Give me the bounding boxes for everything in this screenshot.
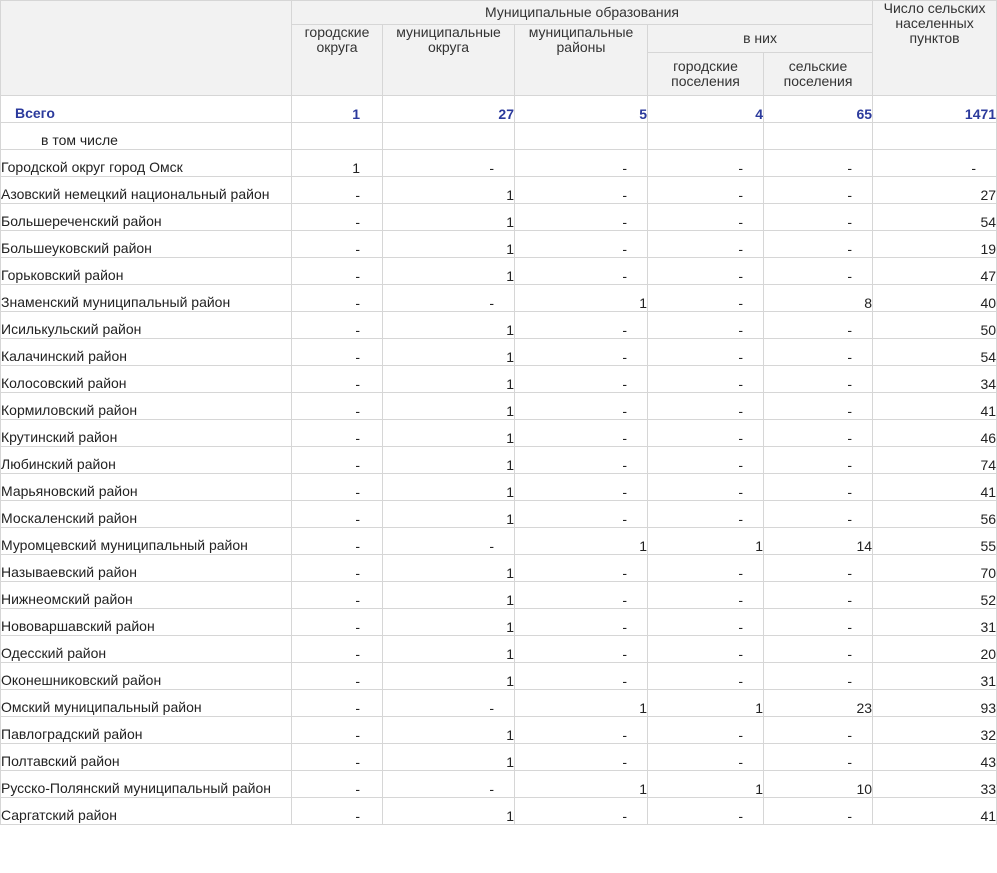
table-row <box>1 366 997 393</box>
row-value: - <box>648 582 764 609</box>
row-value: - <box>764 258 873 285</box>
row-value: - <box>648 609 764 636</box>
row-name: Азовский немецкий национальный район <box>1 177 292 204</box>
row-value: - <box>764 474 873 501</box>
row-value: - <box>292 285 383 312</box>
row-name: Калачинский район <box>1 339 292 366</box>
row-value: 74 <box>873 447 997 474</box>
row-value: - <box>764 636 873 663</box>
row-value: - <box>515 312 648 339</box>
row-value: - <box>764 420 873 447</box>
row-value: - <box>292 636 383 663</box>
empty-cell <box>764 123 873 150</box>
row-value: 41 <box>873 798 997 825</box>
row-value: 40 <box>873 285 997 312</box>
row-value: - <box>292 420 383 447</box>
row-value: 1 <box>383 663 515 690</box>
row-value: - <box>764 177 873 204</box>
row-value: - <box>515 258 648 285</box>
table-row <box>1 312 997 339</box>
row-value: - <box>648 474 764 501</box>
row-value: - <box>764 366 873 393</box>
row-value: - <box>764 150 873 177</box>
row-value: 41 <box>873 393 997 420</box>
row-value: - <box>292 339 383 366</box>
row-value: 1 <box>515 285 648 312</box>
row-value: - <box>873 150 997 177</box>
row-value: 43 <box>873 744 997 771</box>
row-value: 1 <box>383 312 515 339</box>
row-value: - <box>764 447 873 474</box>
row-value: - <box>515 609 648 636</box>
row-value: - <box>515 420 648 447</box>
row-name: Городской округ город Омск <box>1 150 292 177</box>
row-value: - <box>292 609 383 636</box>
empty-cell <box>292 123 383 150</box>
row-value: - <box>648 744 764 771</box>
row-value: - <box>292 690 383 717</box>
row-value: - <box>292 177 383 204</box>
row-value: 31 <box>873 663 997 690</box>
row-value: 20 <box>873 636 997 663</box>
header-rural-settlements: сельские поселения <box>764 53 873 96</box>
row-value: - <box>648 663 764 690</box>
row-value: - <box>292 231 383 258</box>
row-value: - <box>515 798 648 825</box>
row-value: 50 <box>873 312 997 339</box>
row-value: 56 <box>873 501 997 528</box>
row-value: - <box>764 204 873 231</box>
row-name: Нижнеомский район <box>1 582 292 609</box>
subheader-label: в том числе <box>1 123 292 150</box>
row-value: 1 <box>383 717 515 744</box>
row-name: Полтавский район <box>1 744 292 771</box>
row-value: - <box>648 798 764 825</box>
row-value: - <box>292 717 383 744</box>
table-row <box>1 690 997 717</box>
row-value: - <box>292 447 383 474</box>
row-value: - <box>383 528 515 555</box>
row-value: - <box>292 771 383 798</box>
table-row <box>1 501 997 528</box>
row-value: - <box>648 204 764 231</box>
row-value: - <box>383 690 515 717</box>
header-of-them: в них <box>648 25 873 53</box>
row-name: Знаменский муниципальный район <box>1 285 292 312</box>
row-value: - <box>292 528 383 555</box>
row-value: - <box>648 420 764 447</box>
table-row <box>1 258 997 285</box>
row-name: Русско-Полянский муниципальный район <box>1 771 292 798</box>
row-value: 1 <box>515 771 648 798</box>
table-row <box>1 798 997 825</box>
row-value: - <box>764 501 873 528</box>
empty-cell <box>648 123 764 150</box>
row-value: - <box>515 177 648 204</box>
subheader-row <box>1 123 997 150</box>
empty-cell <box>383 123 515 150</box>
row-value: - <box>515 555 648 582</box>
row-value: - <box>648 447 764 474</box>
row-value: 32 <box>873 717 997 744</box>
row-value: 1 <box>292 150 383 177</box>
row-value: - <box>764 312 873 339</box>
row-value: - <box>764 609 873 636</box>
row-value: 52 <box>873 582 997 609</box>
table-row <box>1 717 997 744</box>
row-value: 27 <box>873 177 997 204</box>
row-value: 34 <box>873 366 997 393</box>
row-name: Марьяновский район <box>1 474 292 501</box>
row-value: 8 <box>764 285 873 312</box>
row-name: Называевский район <box>1 555 292 582</box>
row-name: Любинский район <box>1 447 292 474</box>
row-value: 1 <box>383 555 515 582</box>
row-value: - <box>648 312 764 339</box>
row-value: 1 <box>383 393 515 420</box>
row-value: - <box>292 663 383 690</box>
row-value: - <box>764 663 873 690</box>
row-value: 1 <box>383 231 515 258</box>
row-value: 10 <box>764 771 873 798</box>
header-municipal-districts: муниципальные округа <box>383 25 515 96</box>
row-value: - <box>292 501 383 528</box>
row-value: 1 <box>383 798 515 825</box>
total-municipal-regions: 5 <box>515 96 648 123</box>
table-row <box>1 231 997 258</box>
header-urban-settlements: городские поселения <box>648 53 764 96</box>
row-value: - <box>515 663 648 690</box>
row-value: 14 <box>764 528 873 555</box>
row-value: - <box>764 555 873 582</box>
total-urban-settlements: 4 <box>648 96 764 123</box>
row-value: - <box>648 339 764 366</box>
row-name: Москаленский район <box>1 501 292 528</box>
row-value: 1 <box>648 528 764 555</box>
total-village-count: 1471 <box>873 96 997 123</box>
row-value: 55 <box>873 528 997 555</box>
row-value: 47 <box>873 258 997 285</box>
table-row <box>1 420 997 447</box>
row-value: 1 <box>383 609 515 636</box>
row-value: 93 <box>873 690 997 717</box>
row-value: - <box>292 393 383 420</box>
row-value: 1 <box>383 474 515 501</box>
row-name: Одесский район <box>1 636 292 663</box>
row-name: Крутинский район <box>1 420 292 447</box>
row-name: Омский муниципальный район <box>1 690 292 717</box>
row-value: - <box>383 771 515 798</box>
row-value: - <box>648 555 764 582</box>
total-municipal-districts: 27 <box>383 96 515 123</box>
row-name: Большереченский район <box>1 204 292 231</box>
row-value: 1 <box>383 501 515 528</box>
row-value: - <box>764 393 873 420</box>
row-value: - <box>648 717 764 744</box>
row-value: - <box>383 150 515 177</box>
row-value: - <box>764 744 873 771</box>
row-value: - <box>648 285 764 312</box>
row-value: 1 <box>383 366 515 393</box>
row-value: - <box>515 231 648 258</box>
row-value: - <box>515 744 648 771</box>
row-value: 1 <box>383 177 515 204</box>
table-row <box>1 204 997 231</box>
header-corner <box>1 1 292 96</box>
row-value: 1 <box>383 204 515 231</box>
row-value: - <box>515 339 648 366</box>
row-value: - <box>515 393 648 420</box>
row-value: 1 <box>383 447 515 474</box>
row-name: Павлоградский район <box>1 717 292 744</box>
row-value: - <box>515 636 648 663</box>
row-value: 19 <box>873 231 997 258</box>
row-value: 70 <box>873 555 997 582</box>
row-value: 46 <box>873 420 997 447</box>
row-value: - <box>292 474 383 501</box>
row-name: Муромцевский муниципальный район <box>1 528 292 555</box>
table-row <box>1 663 997 690</box>
row-value: 1 <box>383 636 515 663</box>
header-municipal-regions: муниципальные районы <box>515 25 648 96</box>
row-value: - <box>515 501 648 528</box>
row-value: 41 <box>873 474 997 501</box>
row-value: - <box>292 258 383 285</box>
row-name: Исилькульский район <box>1 312 292 339</box>
row-value: - <box>292 798 383 825</box>
row-value: - <box>292 312 383 339</box>
row-name: Кормиловский район <box>1 393 292 420</box>
empty-cell <box>873 123 997 150</box>
row-value: - <box>515 204 648 231</box>
header-village-count: Число сельских населенных пунктов <box>873 1 997 96</box>
row-value: - <box>648 258 764 285</box>
row-value: 54 <box>873 339 997 366</box>
row-value: - <box>292 744 383 771</box>
row-value: 31 <box>873 609 997 636</box>
row-value: - <box>648 366 764 393</box>
row-value: 1 <box>515 528 648 555</box>
row-value: - <box>292 366 383 393</box>
table-row <box>1 609 997 636</box>
row-value: 23 <box>764 690 873 717</box>
row-value: - <box>292 555 383 582</box>
row-name: Большеуковский район <box>1 231 292 258</box>
total-city-districts: 1 <box>292 96 383 123</box>
header-mo-group: Муниципальные образования <box>292 1 873 25</box>
row-value: - <box>764 798 873 825</box>
row-value: 1 <box>515 690 648 717</box>
row-value: 1 <box>383 420 515 447</box>
row-value: 54 <box>873 204 997 231</box>
row-value: - <box>515 717 648 744</box>
empty-cell <box>515 123 648 150</box>
table-row <box>1 447 997 474</box>
table-row <box>1 285 997 312</box>
row-value: - <box>764 717 873 744</box>
row-value: 33 <box>873 771 997 798</box>
table-row <box>1 582 997 609</box>
row-value: - <box>648 231 764 258</box>
row-name: Нововаршавский район <box>1 609 292 636</box>
row-value: - <box>515 474 648 501</box>
table-row <box>1 636 997 663</box>
row-value: 1 <box>383 258 515 285</box>
row-value: - <box>648 393 764 420</box>
row-name: Оконешниковский район <box>1 663 292 690</box>
row-name: Колосовский район <box>1 366 292 393</box>
row-name: Горьковский район <box>1 258 292 285</box>
table-row <box>1 339 997 366</box>
table-row <box>1 393 997 420</box>
total-label: Всего <box>1 96 292 123</box>
total-rural-settlements: 65 <box>764 96 873 123</box>
row-value: - <box>515 447 648 474</box>
row-value: - <box>383 285 515 312</box>
row-value: 1 <box>383 339 515 366</box>
table-row <box>1 528 997 555</box>
row-value: - <box>515 366 648 393</box>
row-value: 1 <box>383 582 515 609</box>
row-value: - <box>648 177 764 204</box>
table-row <box>1 744 997 771</box>
row-value: - <box>764 231 873 258</box>
table-row <box>1 177 997 204</box>
row-value: 1 <box>648 771 764 798</box>
table-row <box>1 555 997 582</box>
row-value: 1 <box>648 690 764 717</box>
total-row <box>1 96 997 123</box>
row-value: - <box>515 150 648 177</box>
row-value: - <box>648 150 764 177</box>
row-value: - <box>292 204 383 231</box>
header-city-districts: городские округа <box>292 25 383 96</box>
row-value: - <box>648 636 764 663</box>
table-row <box>1 771 997 798</box>
table-row <box>1 150 997 177</box>
row-value: - <box>292 582 383 609</box>
row-name: Саргатский район <box>1 798 292 825</box>
row-value: 1 <box>383 744 515 771</box>
row-value: - <box>764 339 873 366</box>
row-value: - <box>764 582 873 609</box>
table-row <box>1 474 997 501</box>
row-value: - <box>648 501 764 528</box>
row-value: - <box>515 582 648 609</box>
